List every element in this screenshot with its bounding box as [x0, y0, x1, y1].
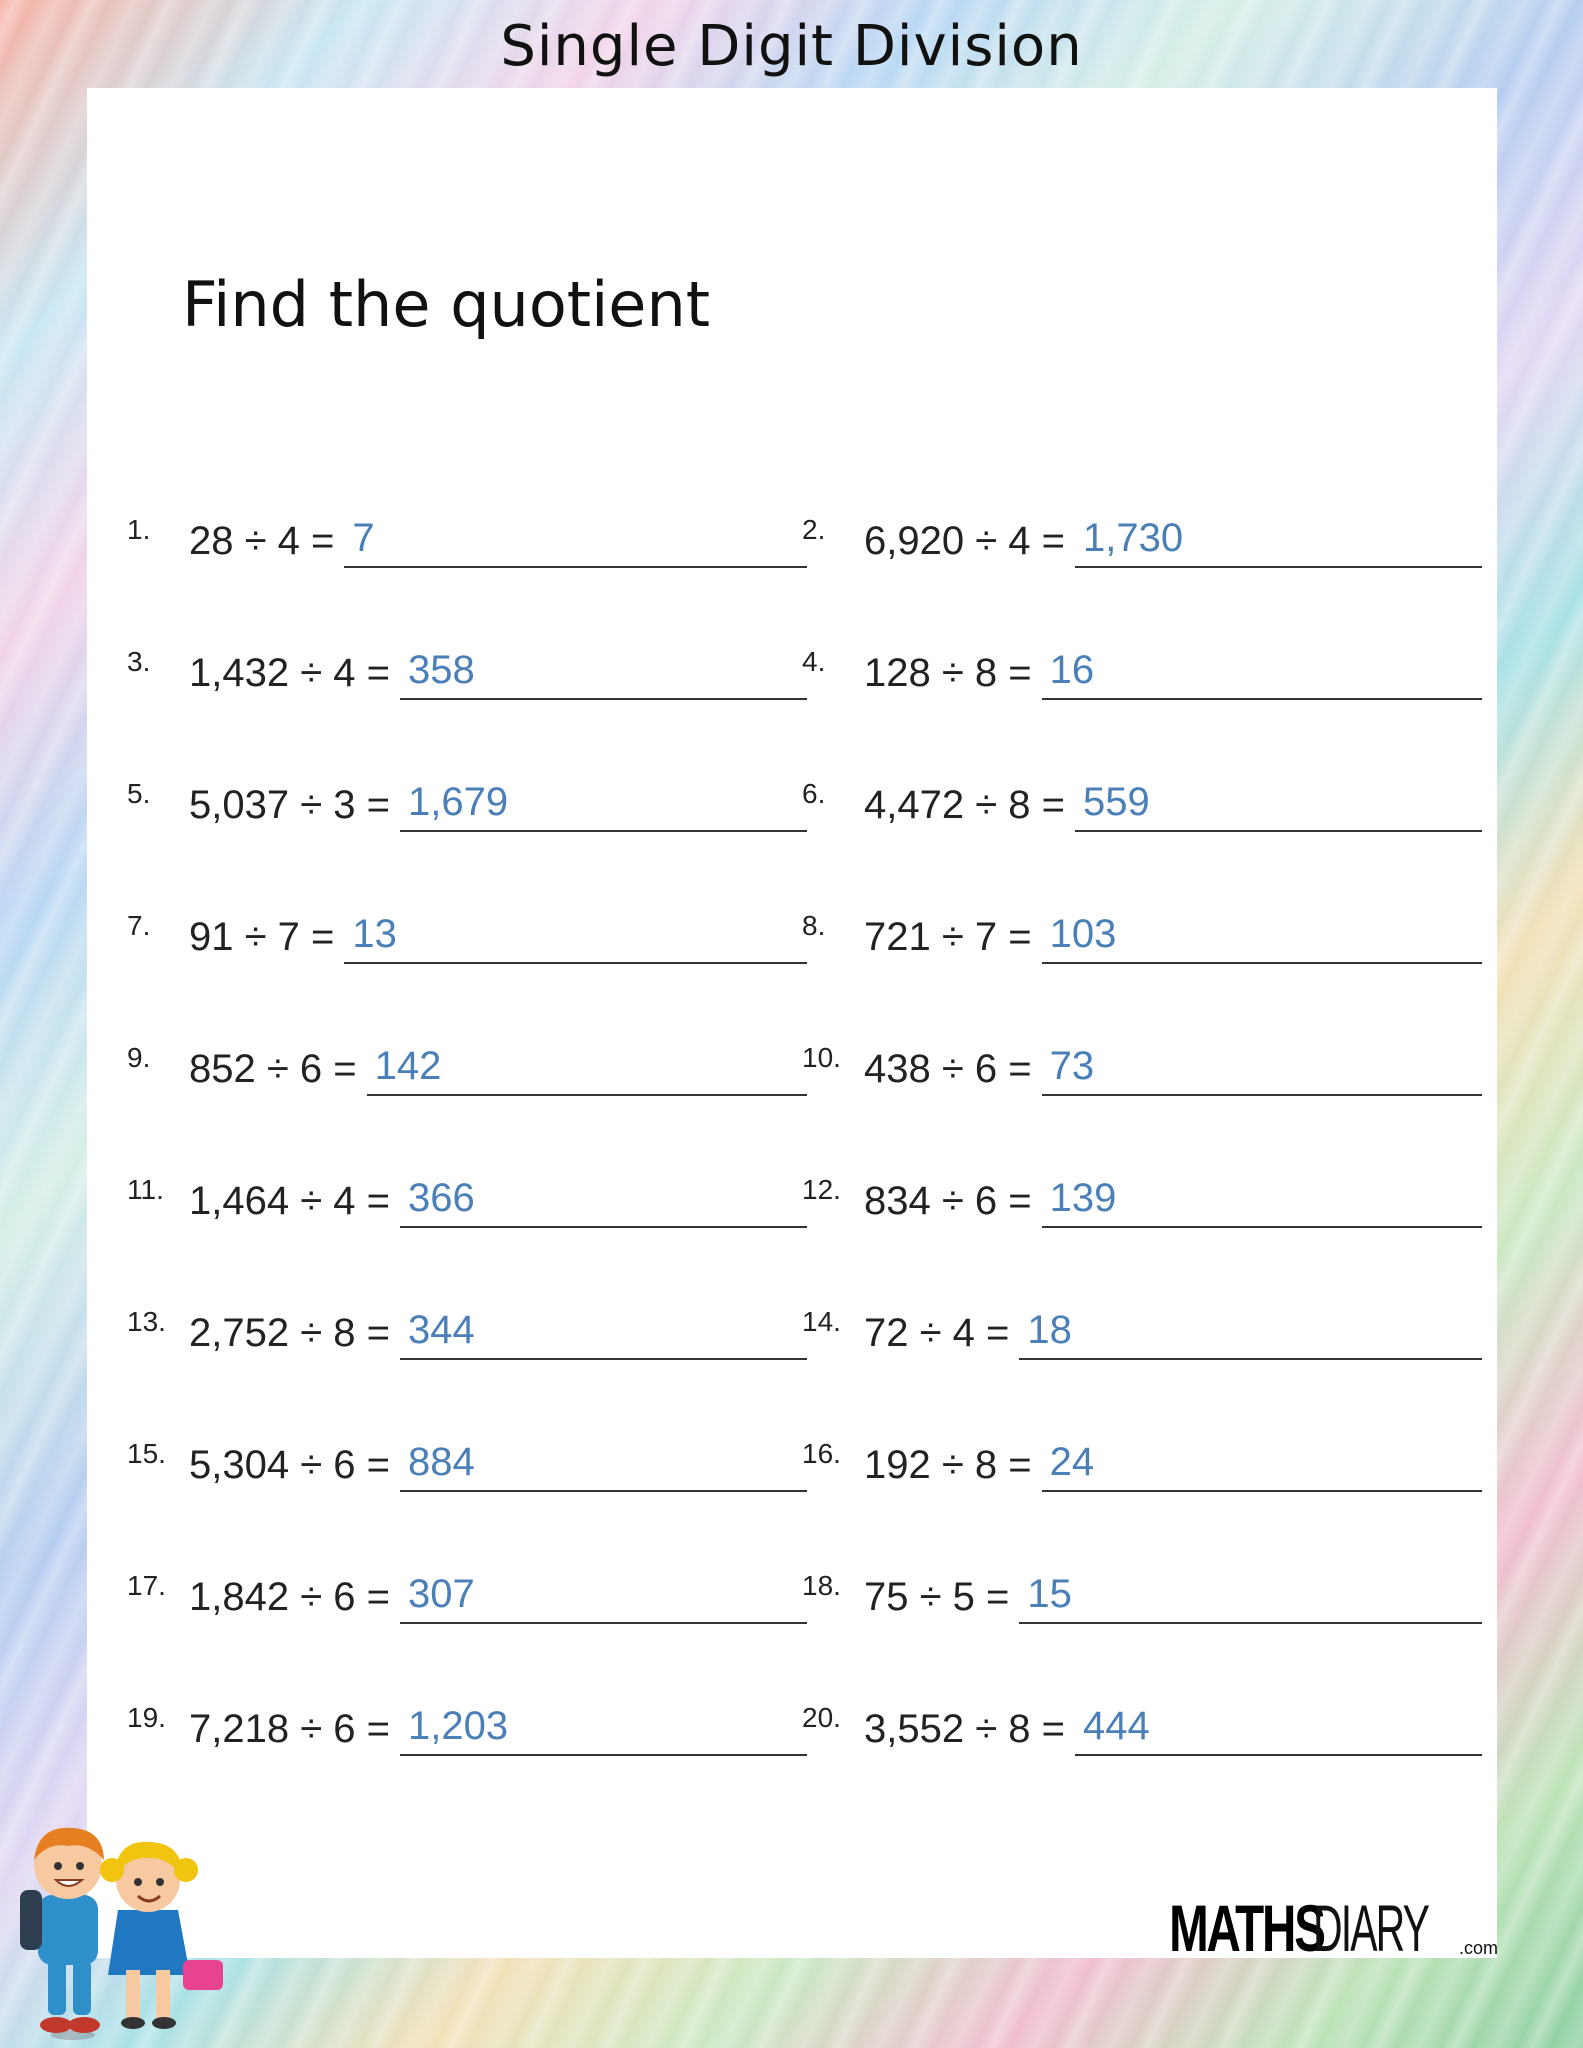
answer-field[interactable]: 16 [1042, 644, 1482, 700]
answer-field[interactable]: 559 [1075, 776, 1482, 832]
problem-6 [802, 772, 1482, 832]
answer-field[interactable]: 884 [400, 1436, 807, 1492]
problem-expression: 5,037 ÷ 3 = [189, 783, 390, 827]
answer-field[interactable]: 366 [400, 1172, 807, 1228]
logo-com-text: .com [1458, 1938, 1498, 1958]
problem-number: 17. [127, 1570, 166, 1601]
problem-expression: 6,920 ÷ 4 = [864, 519, 1065, 563]
answer-field[interactable]: 103 [1042, 908, 1482, 964]
boy-figure-icon [20, 1828, 104, 2040]
mathsdiary-logo [1109, 1891, 1498, 1965]
problem-2 [802, 508, 1482, 568]
answer-field[interactable]: 1,730 [1075, 512, 1482, 568]
problem-number: 15. [127, 1438, 166, 1469]
problem-number: 19. [127, 1702, 166, 1733]
answer-field[interactable]: 73 [1042, 1040, 1482, 1096]
problem-expression: 3,552 ÷ 8 = [864, 1707, 1065, 1751]
problem-expression: 128 ÷ 8 = [864, 651, 1032, 695]
answer-field[interactable]: 444 [1075, 1700, 1482, 1756]
problem-expression: 1,842 ÷ 6 = [189, 1575, 390, 1619]
page-title: Single Digit Division [500, 14, 1083, 79]
problem-expression: 5,304 ÷ 6 = [189, 1443, 390, 1487]
problem-expression: 721 ÷ 7 = [864, 915, 1032, 959]
problem-expression: 4,472 ÷ 8 = [864, 783, 1065, 827]
answer-field[interactable]: 358 [400, 644, 807, 700]
answer-field[interactable]: 307 [400, 1568, 807, 1624]
answer-field[interactable]: 344 [400, 1304, 807, 1360]
problem-13 [127, 1300, 807, 1360]
problem-14 [802, 1300, 1482, 1360]
problem-number: 10. [802, 1042, 841, 1073]
problem-number: 16. [802, 1438, 841, 1469]
answer-field[interactable]: 142 [367, 1040, 807, 1096]
problem-number: 4. [802, 646, 826, 677]
problem-expression: 192 ÷ 8 = [864, 1443, 1032, 1487]
answer-field[interactable]: 1,679 [400, 776, 807, 832]
problem-12 [802, 1168, 1482, 1228]
answer-field[interactable]: 24 [1042, 1436, 1482, 1492]
problem-number: 7. [127, 910, 151, 941]
problem-number: 1. [127, 514, 151, 545]
problem-15 [127, 1432, 807, 1492]
girl-figure-icon [100, 1842, 223, 2029]
answer-field[interactable]: 13 [344, 908, 807, 964]
problem-number: 9. [127, 1042, 151, 1073]
problem-number: 6. [802, 778, 826, 809]
problem-number: 3. [127, 646, 151, 677]
problem-expression: 7,218 ÷ 6 = [189, 1707, 390, 1751]
problem-expression: 1,432 ÷ 4 = [189, 651, 390, 695]
problem-17 [127, 1564, 807, 1624]
answer-field[interactable]: 1,203 [400, 1700, 807, 1756]
problem-expression: 2,752 ÷ 8 = [189, 1311, 390, 1355]
problem-expression: 834 ÷ 6 = [864, 1179, 1032, 1223]
worksheet-sheet [87, 88, 1497, 1958]
kids-illustration [18, 1820, 248, 2040]
logo-diary-text: DIARY [1313, 1891, 1429, 1965]
problem-11 [127, 1168, 807, 1228]
logo-maths-text: MATHS [1168, 1891, 1324, 1965]
problem-9 [127, 1036, 807, 1096]
problem-number: 13. [127, 1306, 166, 1337]
problem-1 [127, 508, 807, 568]
problem-16 [802, 1432, 1482, 1492]
problem-expression: 91 ÷ 7 = [189, 915, 335, 959]
problem-4 [802, 640, 1482, 700]
problem-number: 20. [802, 1702, 841, 1733]
problem-10 [802, 1036, 1482, 1096]
problem-3 [127, 640, 807, 700]
answer-field[interactable]: 139 [1042, 1172, 1482, 1228]
problem-number: 8. [802, 910, 826, 941]
problem-expression: 852 ÷ 6 = [189, 1047, 357, 1091]
problem-8 [802, 904, 1482, 964]
problem-number: 2. [802, 514, 826, 545]
problem-expression: 438 ÷ 6 = [864, 1047, 1032, 1091]
problem-expression: 72 ÷ 4 = [864, 1311, 1010, 1355]
problem-number: 11. [127, 1174, 164, 1205]
problem-expression: 1,464 ÷ 4 = [189, 1179, 390, 1223]
problem-number: 12. [802, 1174, 841, 1205]
problem-19 [127, 1696, 807, 1756]
problem-20 [802, 1696, 1482, 1756]
problem-18 [802, 1564, 1482, 1624]
answer-field[interactable]: 7 [344, 512, 807, 568]
problem-number: 5. [127, 778, 151, 809]
problem-number: 14. [802, 1306, 841, 1337]
problem-expression: 75 ÷ 5 = [864, 1575, 1010, 1619]
answer-field[interactable]: 15 [1019, 1568, 1482, 1624]
instruction-heading: Find the quotient [182, 268, 711, 341]
answer-field[interactable]: 18 [1019, 1304, 1482, 1360]
problem-5 [127, 772, 807, 832]
problem-expression: 28 ÷ 4 = [189, 519, 335, 563]
problem-number: 18. [802, 1570, 841, 1601]
problem-7 [127, 904, 807, 964]
